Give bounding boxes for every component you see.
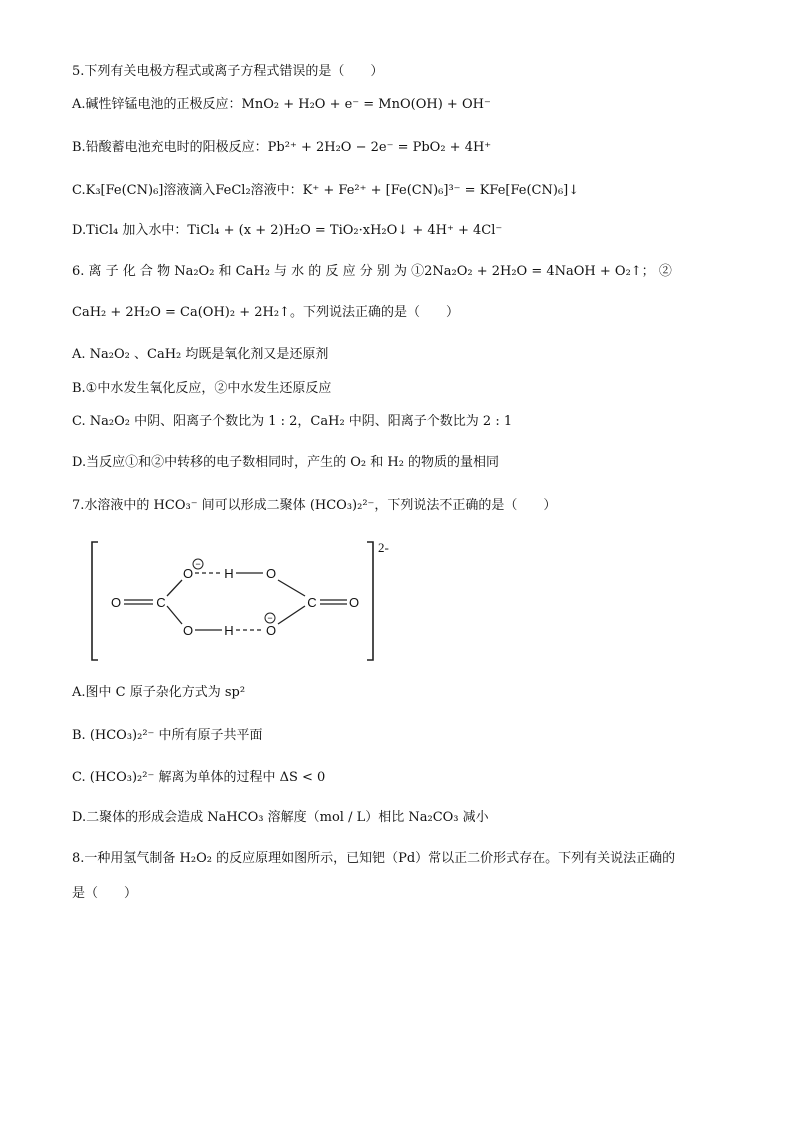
- single-bond: [167, 580, 182, 596]
- right-bracket: [367, 542, 373, 660]
- q6-stem-line2: CaH₂ + 2H₂O = Ca(OH)₂ + 2H₂↑。下列说法正确的是（ ）: [72, 305, 459, 320]
- q6-option-a: A. Na₂O₂ 、CaH₂ 均既是氧化剂又是还原剂: [72, 347, 329, 362]
- q7-stem: 7.水溶液中的 HCO₃⁻ 间可以形成二聚体 (HCO₃)₂²⁻，下列说法不正确的是（ ）: [72, 498, 557, 513]
- negative-charge-marker: [265, 613, 275, 623]
- q6-option-c: C. Na₂O₂ 中阴、阳离子个数比为 1 : 2，CaH₂ 中阴、阳离子个数比为 2 : 1: [72, 414, 513, 429]
- bicarbonate-dimer-diagram: [86, 536, 406, 668]
- q5-option-c: C.K₃[Fe(CN)₆]溶液滴入FeCl₂溶液中：K⁺ + Fe²⁺ + [Fe(CN)₆]³⁻ = KFe[Fe(CN)₆]↓: [72, 183, 580, 198]
- atom-h: H: [224, 623, 234, 638]
- single-bond: [167, 606, 182, 624]
- negative-charge-marker: [193, 559, 203, 569]
- single-bond: [278, 580, 305, 596]
- svg-text:−: −: [195, 559, 201, 569]
- atom-o: O: [265, 623, 277, 638]
- q5-stem: 5.下列有关电极方程式或离子方程式错误的是（ ）: [72, 64, 384, 79]
- atom-c: C: [307, 595, 317, 610]
- q7-option-c: C. (HCO₃)₂²⁻ 解离为单体的过程中 ΔS < 0: [72, 770, 326, 785]
- q5-option-b: B.铅酸蓄电池充电时的阳极反应：Pb²⁺ + 2H₂O − 2e⁻ = PbO₂ + 4H⁺: [72, 140, 492, 155]
- q7-option-a: A.图中 C 原子杂化方式为 sp²: [72, 685, 246, 700]
- single-bond: [278, 606, 305, 624]
- q5-option-d: D.TiCl₄ 加入水中：TiCl₄ + (x + 2)H₂O = TiO₂·xH₂O↓ + 4H⁺ + 4Cl⁻: [72, 223, 503, 238]
- q7-option-d: D.二聚体的形成会造成 NaHCO₃ 溶解度（mol / L）相比 Na₂CO₃ 减小: [72, 810, 489, 825]
- q8-stem-line1: 8.一种用氢气制备 H₂O₂ 的反应原理如图所示，已知钯（Pd）常以正二价形式存在。下列有关说法正确的: [72, 851, 676, 866]
- atom-o: O: [265, 566, 277, 581]
- q8-stem-line2: 是（ ）: [72, 886, 138, 901]
- atom-o: O: [348, 595, 360, 610]
- left-bracket: [92, 542, 98, 660]
- atom-o: O: [110, 595, 122, 610]
- q6-stem-line1: 6. 离 子 化 合 物 Na₂O₂ 和 CaH₂ 与 水 的 反 应 分 别 为 ①2Na₂O₂ + 2H₂O = 4NaOH + O₂↑； ②: [72, 264, 672, 279]
- q6-option-d: D.当反应①和②中转移的电子数相同时，产生的 O₂ 和 H₂ 的物质的量相同: [72, 455, 500, 470]
- q7-option-b: B. (HCO₃)₂²⁻ 中所有原子共平面: [72, 728, 263, 743]
- svg-text:−: −: [267, 613, 273, 623]
- atom-h: H: [224, 566, 234, 581]
- atom-o: O: [182, 623, 194, 638]
- q5-option-a: A.碱性锌锰电池的正极反应：MnO₂ + H₂O + e⁻ = MnO(OH) + OH⁻: [72, 97, 491, 112]
- atom-o: O: [182, 566, 194, 581]
- charge-label: 2-: [378, 540, 389, 555]
- q6-option-b: B.①中水发生氧化反应，②中水发生还原反应: [72, 381, 332, 396]
- atom-c: C: [156, 595, 166, 610]
